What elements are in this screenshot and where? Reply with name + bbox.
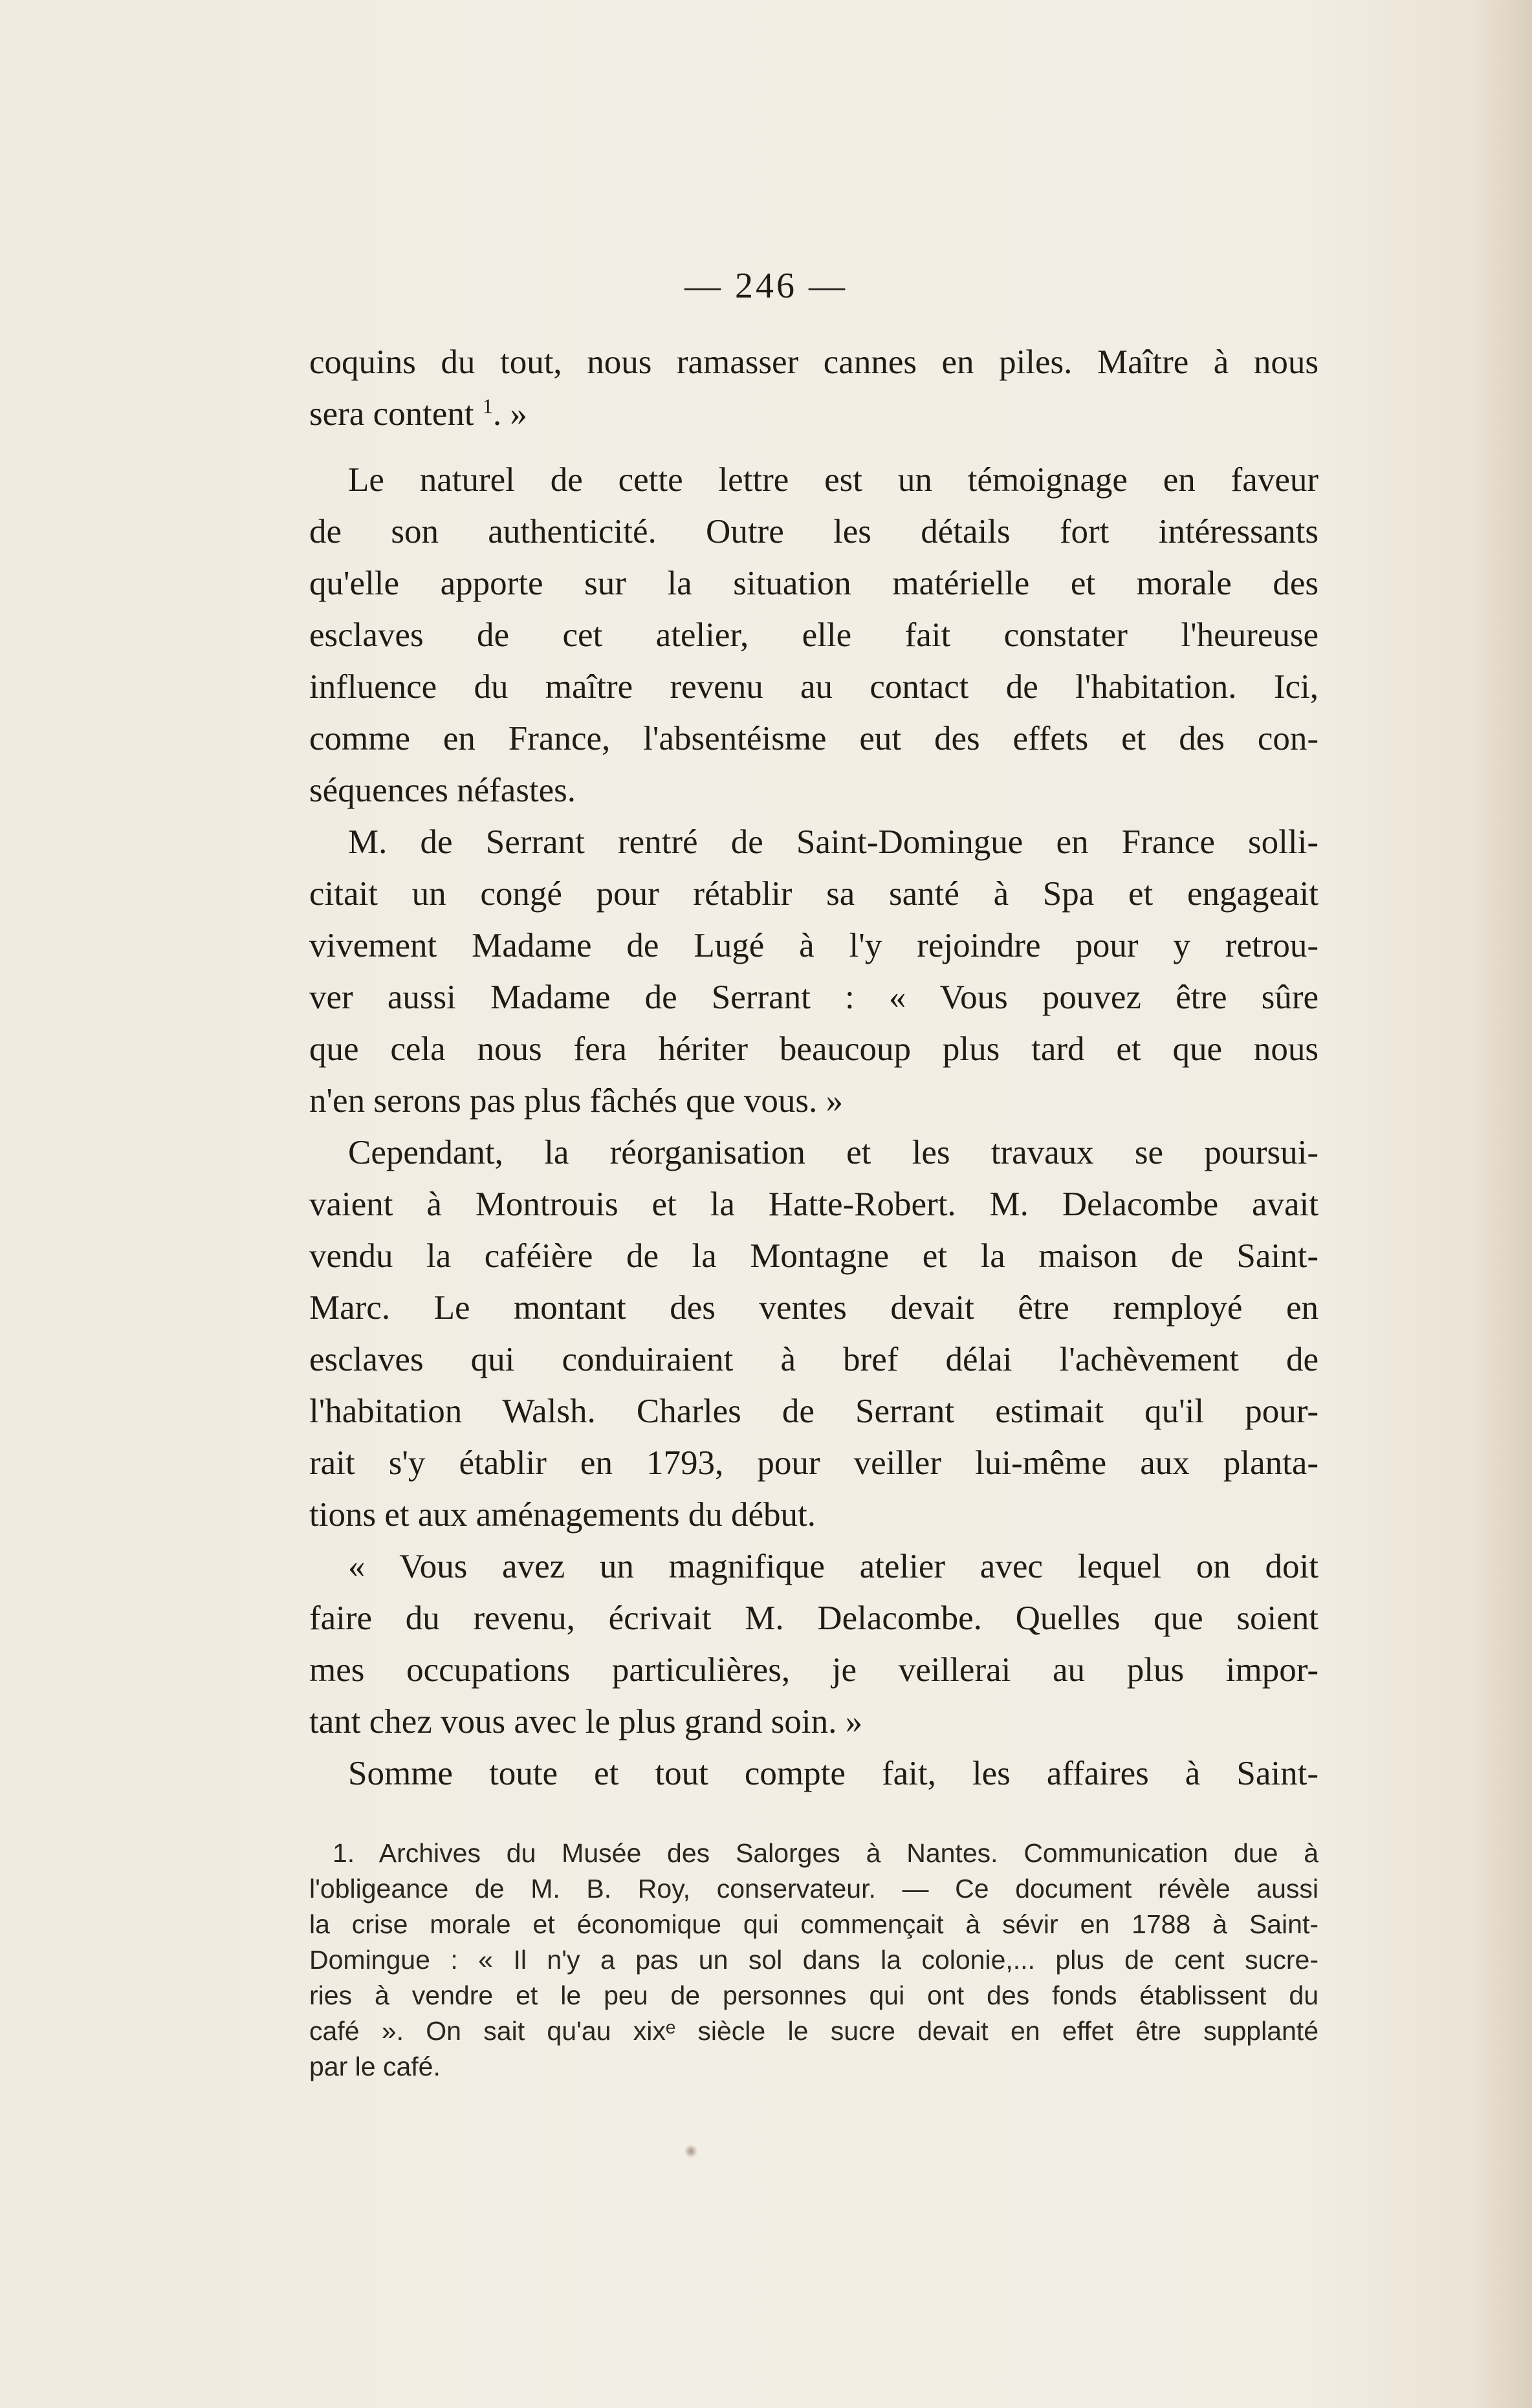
footnote-line: Domingue : « Il n'y a pas un sol dans la colonie,... plus de cent sucre-	[309, 1945, 1319, 1975]
footnotes	[309, 1836, 1319, 2085]
footnote-line: 1. Archives du Musée des Salorges à Nantes. Communication due à	[333, 1838, 1319, 1868]
text-line-content: ver aussi Madame de Serrant : « Vous pouvez être sûre	[309, 979, 1319, 1016]
footnote-line: café ». On sait qu'au xixᵉ siècle le sucre devait en effet être supplanté	[309, 2016, 1319, 2046]
footnote-reference: 1	[482, 394, 493, 418]
body-text	[309, 336, 1319, 1799]
text-line-content: que cela nous fera hériter beaucoup plus tard et que nous	[309, 1030, 1319, 1068]
text-line-content: qu'elle apporte sur la situation matérielle et morale des	[309, 565, 1319, 602]
text-line-content: faire du revenu, écrivait M. Delacombe. Quelles que soient	[309, 1600, 1319, 1637]
text-line	[309, 868, 1319, 920]
text-line-content: comme en France, l'absentéisme eut des effets et des con-	[309, 720, 1319, 757]
text-line	[309, 1385, 1319, 1437]
ink-smudge	[684, 2144, 697, 2158]
text-line	[309, 336, 1319, 388]
text-line-content: sera content	[309, 395, 483, 433]
text-line	[309, 1178, 1319, 1230]
text-line	[309, 1437, 1319, 1489]
text-line	[309, 713, 1319, 765]
text-line	[309, 1644, 1319, 1696]
text-line	[309, 1127, 1319, 1178]
text-line	[309, 609, 1319, 661]
text-line	[309, 1230, 1319, 1282]
footnote-line: par le café.	[309, 2052, 441, 2081]
text-line-content: Marc. Le montant des ventes devait être remployé en	[309, 1289, 1319, 1327]
footnote-line: ries à vendre et le peu de personnes qui ont des fonds établissent du	[309, 1980, 1319, 2010]
text-line	[309, 1023, 1319, 1075]
text-line-content: vendu la caféière de la Montagne et la maison de Saint-	[309, 1237, 1319, 1275]
text-line	[309, 920, 1319, 971]
text-line-content: n'en serons pas plus fâchés que vous. »	[309, 1082, 843, 1120]
text-line-content: vaient à Montrouis et la Hatte-Robert. M. Delacombe avait	[309, 1186, 1319, 1223]
text-line	[309, 1075, 1319, 1127]
text-line-content: influence du maître revenu au contact de l'habitation. Ici,	[309, 668, 1319, 706]
text-line	[309, 1592, 1319, 1644]
text-line-content: « Vous avez un magnifique atelier avec lequel on doit	[348, 1548, 1319, 1585]
text-line-content: Somme toute et tout compte fait, les affaires à Saint-	[348, 1755, 1319, 1792]
text-line	[309, 558, 1319, 609]
text-line	[309, 1489, 1319, 1541]
text-line	[309, 661, 1319, 713]
text-line	[309, 1282, 1319, 1334]
text-line-content: tant chez vous avec le plus grand soin. »	[309, 1703, 863, 1741]
text-line-content: séquences néfastes.	[309, 772, 576, 809]
text-line	[309, 816, 1319, 868]
text-line-content: M. de Serrant rentré de Saint-Domingue en France solli-	[348, 823, 1319, 861]
text-line-content: coquins du tout, nous ramasser cannes en piles. Maître à nous	[309, 343, 1319, 381]
text-line-content: tions et aux aménagements du début.	[309, 1496, 816, 1534]
page-number: — 246 —	[684, 266, 848, 306]
text-line	[309, 454, 1319, 506]
text-line-content: l'habitation Walsh. Charles de Serrant estimait qu'il pour-	[309, 1393, 1319, 1430]
text-line-content: vivement Madame de Lugé à l'y rejoindre pour y retrou-	[309, 927, 1319, 964]
footnote-line: l'obligeance de M. B. Roy, conservateur. — Ce document révèle aussi	[309, 1874, 1319, 1904]
text-line	[309, 506, 1319, 558]
text-line	[309, 1748, 1319, 1799]
text-line-content: Cependant, la réorganisation et les travaux se poursui-	[348, 1134, 1319, 1171]
paragraph-gap	[309, 440, 1319, 454]
page-edge-shadow	[1474, 0, 1532, 2408]
text-line	[309, 388, 1319, 440]
text-line	[309, 765, 1319, 816]
text-line-tail: . »	[492, 395, 527, 433]
text-line-content: esclaves qui conduiraient à bref délai l'achèvement de	[309, 1341, 1319, 1378]
footnote-line: la crise morale et économique qui commençait à sévir en 1788 à Saint-	[309, 1909, 1319, 1939]
text-line-content: esclaves de cet atelier, elle fait constater l'heureuse	[309, 616, 1319, 654]
text-line	[309, 1541, 1319, 1592]
text-line-content: de son authenticité. Outre les détails fort intéressants	[309, 513, 1319, 550]
text-line-content: citait un congé pour rétablir sa santé à Spa et engageait	[309, 875, 1319, 913]
text-line	[309, 1334, 1319, 1385]
text-line-content: mes occupations particulières, je veillerai au plus impor-	[309, 1651, 1319, 1689]
text-line-content: Le naturel de cette lettre est un témoignage en faveur	[348, 461, 1319, 499]
text-line-content: rait s'y établir en 1793, pour veiller lui-même aux planta-	[309, 1444, 1319, 1482]
text-line	[309, 1696, 1319, 1748]
text-line	[309, 971, 1319, 1023]
